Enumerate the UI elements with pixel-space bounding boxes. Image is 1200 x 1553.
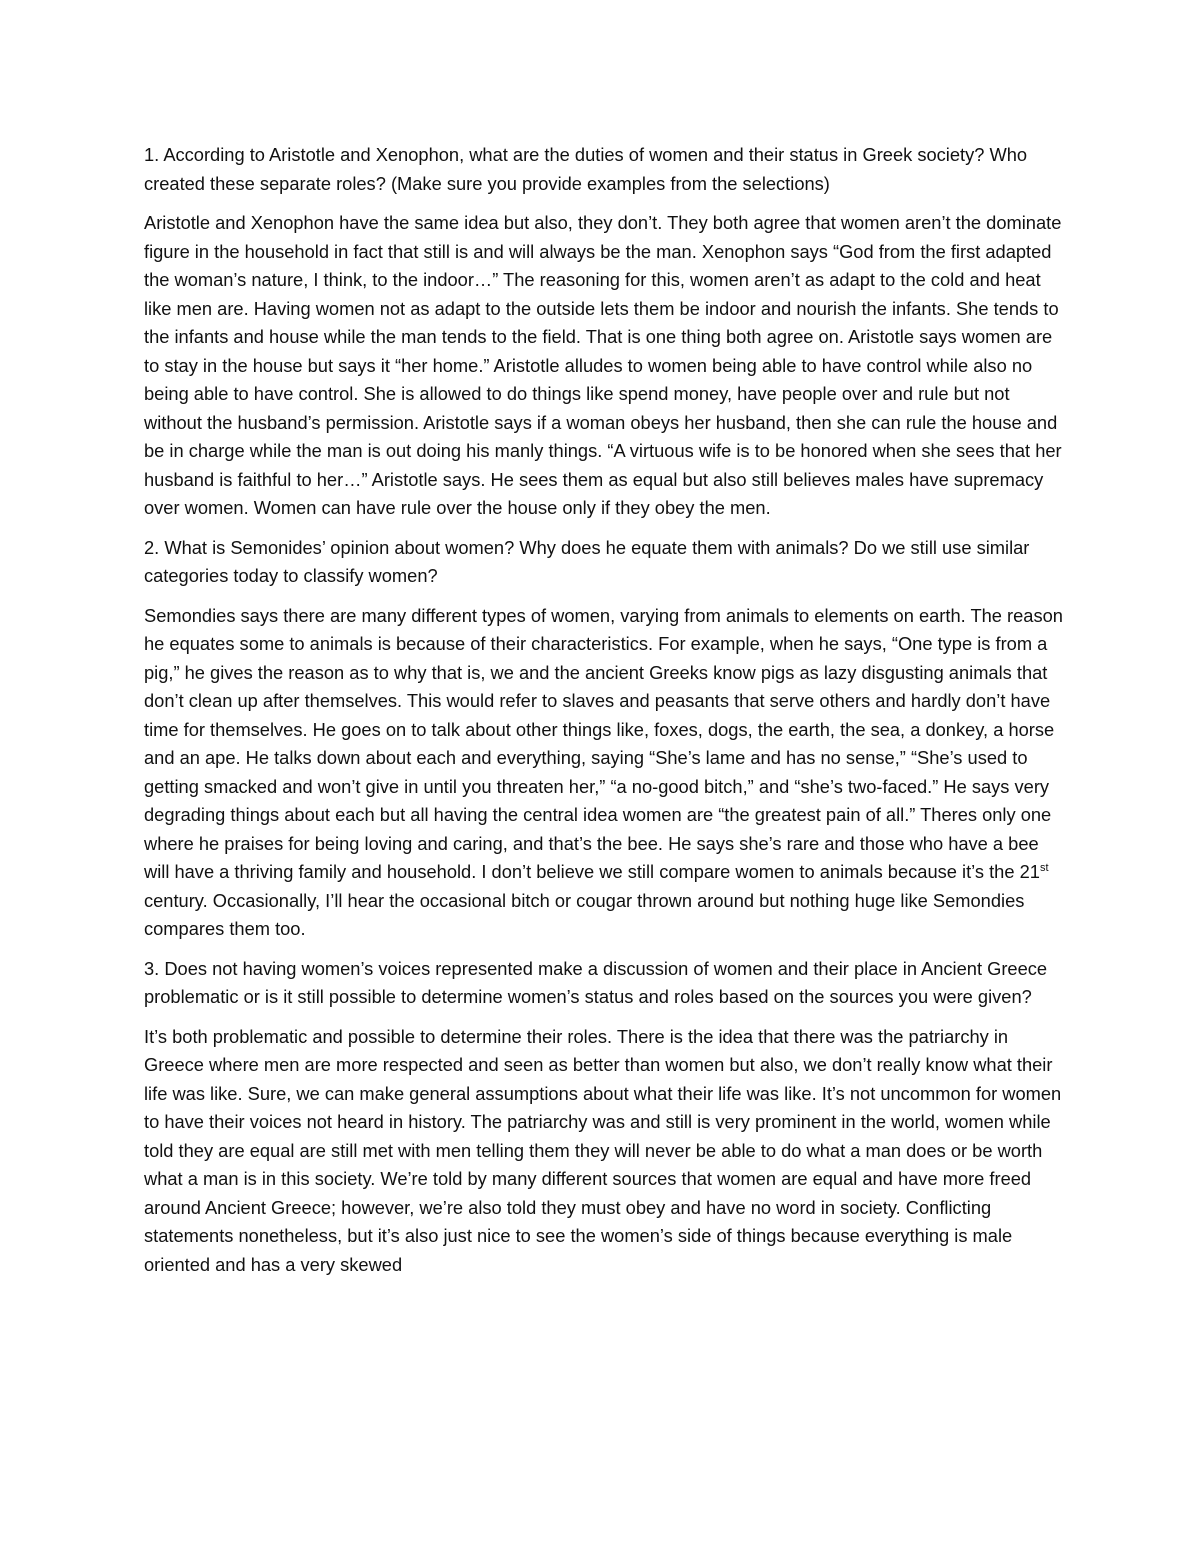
question-2: 2. What is Semonides’ opinion about women? Why does he equate them with animals? Do we still use similar categories today to classify women? [144, 536, 1030, 586]
answer-1: Aristotle and Xenophon have the same idea but also, they don’t. They both agree that women aren’t the dominate figure in the household in fact that still is and will always be the man. Xenophon says “God from the first adapted the woman’s nature, I think, to the indoor…” The reasoning for this, women aren’t as adapt to the cold and heat like men are. Having women not as adapt to the outside lets them be indoor and nourish the infants. She tends to the infants and house while the man tends to the field. That is one thing both agree on. Aristotle says women are to stay in the house but says it “her home.” Aristotle alludes to women being able to have control while also no being able to have control. She is allowed to do things like spend money, have people over and rule but not without the husband’s permission. Aristotle says if a woman obeys her husband, then she can rule the house and be in charge while the man is out doing his manly things. “A virtuous wife is to be honored when she sees that her husband is faithful to her…” Aristotle says. He sees them as equal but also still believes males have supremacy over women. Women can have rule over the house only if they obey the men. [144, 212, 1062, 518]
question-3: 3. Does not having women’s voices represented make a discussion of women and their place in Ancient Greece problematic or is it still possible to determine women’s status and roles based on the sources you were given? [144, 957, 1048, 1007]
answer-2-text-part1: Semondies says there are many different types of women, varying from animals to elements on earth. The reason he equates some to animals is because of their characteristics. For example, when he says, “One type is from a pig,” he gives the reason as to why that is, we and the ancient Greeks know pigs as lazy disgusting animals that don’t clean up after themselves. This would refer to slaves and peasants that serve others and hardly don’t have time for themselves. He goes on to talk about other things like, foxes, dogs, the earth, the sea, a donkey, a horse and an ape. He talks down about each and everything, saying “She’s lame and has no sense,” “She’s used to getting smacked and won’t give in until you threaten her,” “a no-good bitch,” and “she’s two-faced.” He says very degrading things about each but all having the central idea women are “the greatest pain of all.” Theres only one where he praises for being loving and caring, and that’s the bee. He says she’s rare and those who have a bee will have a thriving family and household. I don’t believe we still compare women to animals because it’s the 21 [144, 604, 1063, 882]
question-1: 1. According to Aristotle and Xenophon, what are the duties of women and their status in Greek society? Who created these separate roles? (Make sure you provide examples from the selections) [144, 144, 1028, 194]
ordinal-superscript: st [1039, 861, 1049, 874]
document-body [144, 141, 1064, 1290]
answer-3: It’s both problematic and possible to determine their roles. There is the idea that there was the patriarchy in Greece where men are more respected and seen as better than women but also, we don’t really know what their life was like. Sure, we can make general assumptions about what their life was like. It’s not uncommon for women to have their voices not heard in history. The patriarchy was and still is very prominent in the world, women while told they are equal are still met with men telling them they will never be able to do what a man does or be worth what a man is in this society. We’re told by many different sources that women are equal and have more freed around Ancient Greece; however, we’re also told they must obey and have no word in society. Conflicting statements nonetheless, but it’s also just nice to see the women’s side of things because everything is male oriented and has a very skewed [144, 1025, 1062, 1275]
answer-2-text-part2: century. Occasionally, I’ll hear the occasional bitch or cougar thrown around but nothing huge like Semondies compares them too. [144, 889, 1025, 939]
answer-2 [144, 602, 1064, 944]
